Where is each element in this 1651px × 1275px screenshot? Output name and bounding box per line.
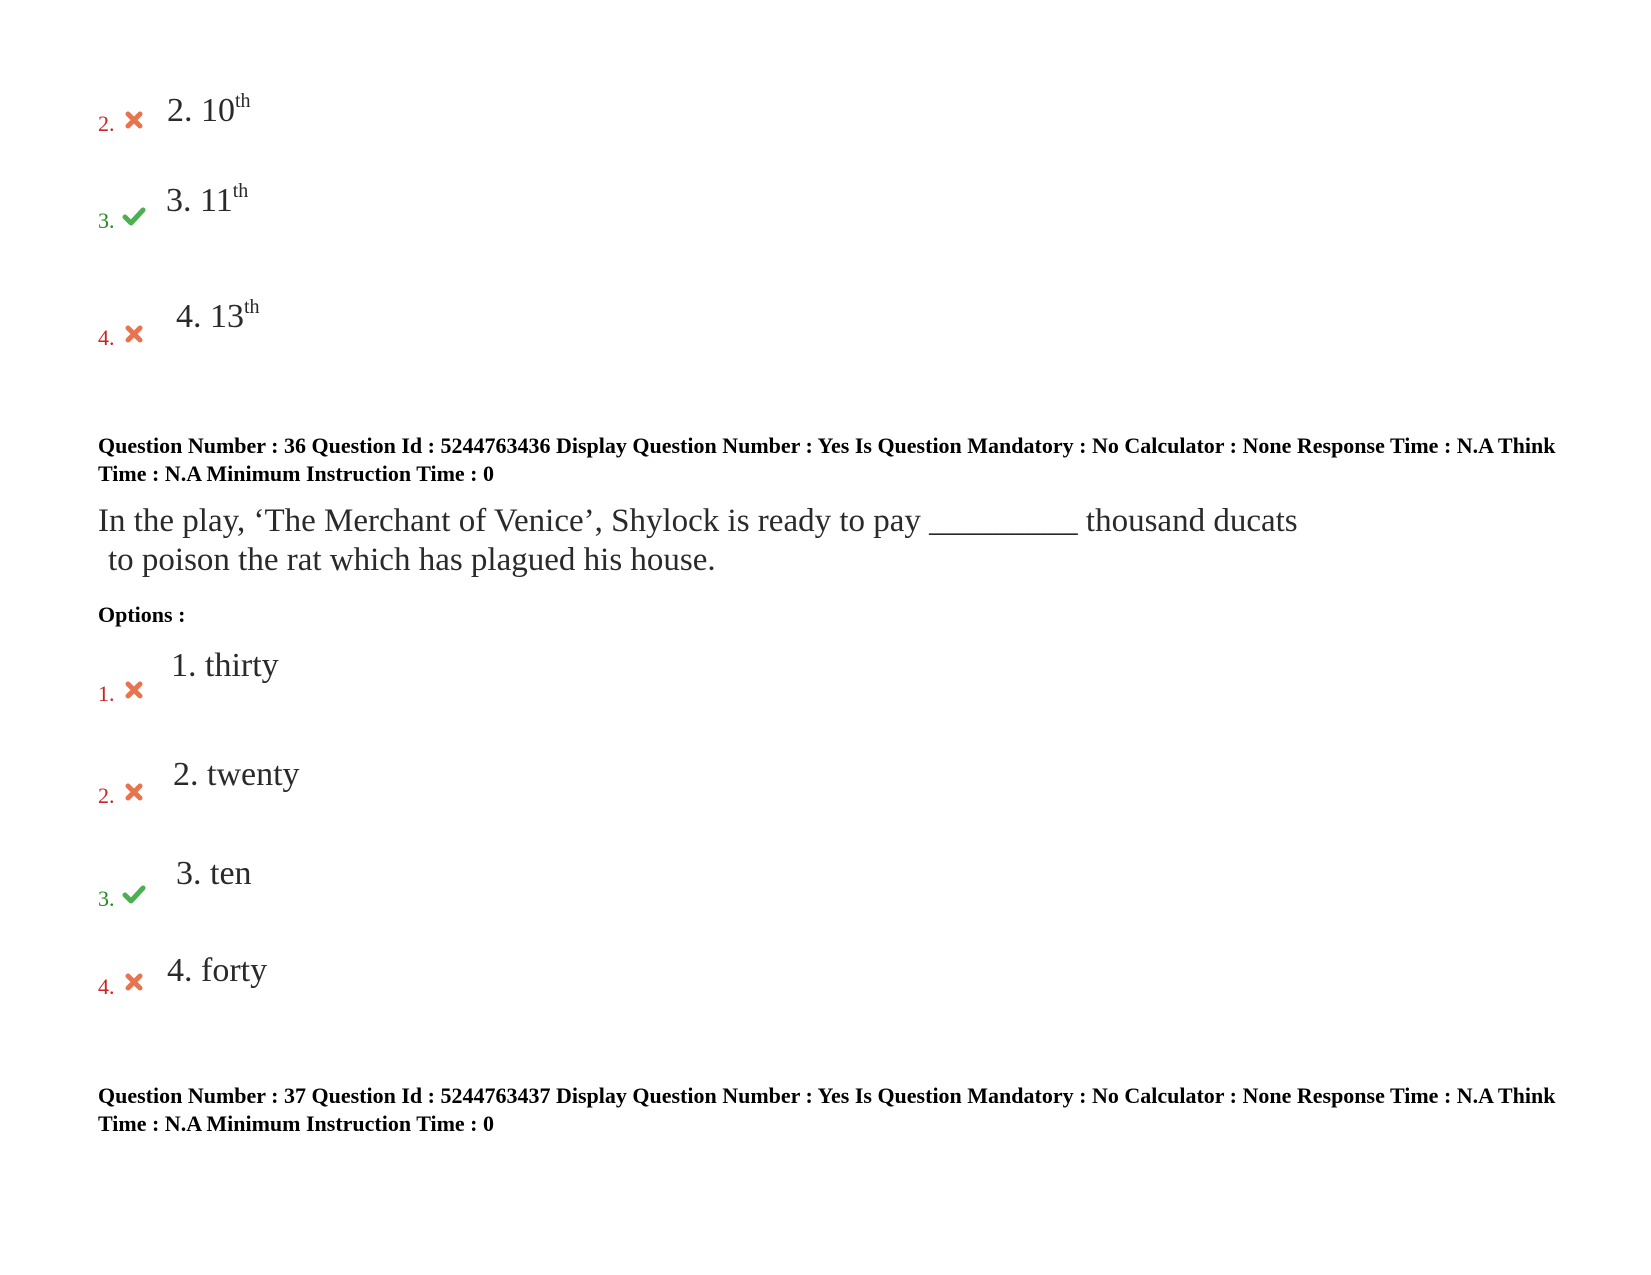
- option-number: 4.: [98, 325, 115, 350]
- option-number: 2.: [98, 783, 115, 808]
- option-number: 3.: [98, 208, 115, 233]
- option-text: 3. ten: [176, 855, 252, 892]
- check-icon: [122, 882, 146, 906]
- option-number: 4.: [98, 974, 115, 999]
- check-icon: [122, 204, 146, 228]
- option-number: 2.: [98, 111, 115, 136]
- option-text: 2. 10th: [167, 90, 251, 129]
- cross-icon: [122, 970, 146, 994]
- cross-icon: [122, 322, 146, 346]
- option-text: 2. twenty: [173, 756, 300, 793]
- question-text-line: In the play, ‘The Merchant of Venice’, Shylock is ready to pay _________ thousand ducats: [98, 503, 1298, 539]
- question-meta: Question Number : 36 Question Id : 5244763436 Display Question Number : Yes Is Question Mandatory : No Calculator : None Response Time : N.A Think Time : N.A Minimum Instruction Time : 0: [98, 433, 1556, 486]
- option-text: 3. 11th: [166, 180, 249, 219]
- cross-icon: [122, 780, 146, 804]
- option-number: 3.: [98, 886, 115, 911]
- cross-icon: [122, 108, 146, 132]
- question-meta: Question Number : 37 Question Id : 5244763437 Display Question Number : Yes Is Question Mandatory : No Calculator : None Response Time : N.A Think Time : N.A Minimum Instruction Time : 0: [98, 1083, 1556, 1136]
- question-text-line: to poison the rat which has plagued his house.: [108, 542, 716, 578]
- options-label: Options :: [98, 602, 186, 627]
- cross-icon: [122, 678, 146, 702]
- option-text: 4. forty: [167, 952, 268, 989]
- option-text: 4. 13th: [176, 296, 260, 335]
- option-number: 1.: [98, 681, 115, 706]
- question-text: [98, 502, 1298, 580]
- option-text: 1. thirty: [171, 647, 279, 684]
